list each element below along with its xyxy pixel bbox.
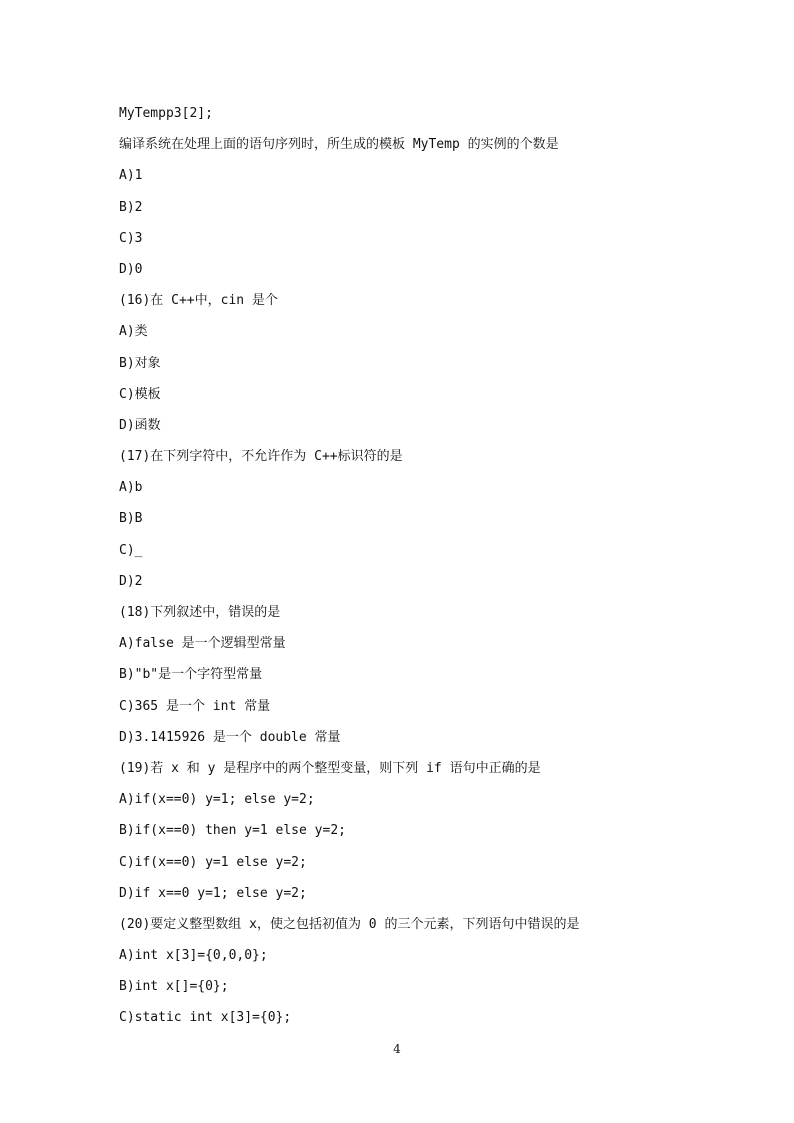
option-line: B)2 bbox=[119, 199, 143, 215]
option-line: A)类 bbox=[119, 324, 148, 340]
option-line: D)if x==0 y=1; else y=2; bbox=[119, 885, 307, 901]
question-line: (17)在下列字符中，不允许作为 C++标识符的是 bbox=[119, 449, 403, 465]
option-line: B)B bbox=[119, 511, 143, 527]
option-line: C)static int x[3]={0}; bbox=[119, 1010, 292, 1026]
option-line: C)_ bbox=[119, 542, 143, 558]
option-line: B)"b"是一个字符型常量 bbox=[119, 667, 263, 683]
text-line: 编译系统在处理上面的语句序列时，所生成的模板 MyTemp 的实例的个数是 bbox=[119, 137, 559, 153]
text-line: MyTempp3[2]; bbox=[119, 106, 213, 121]
question-line: (18)下列叙述中，错误的是 bbox=[119, 605, 281, 620]
option-line: D)3.1415926 是一个 double 常量 bbox=[119, 729, 341, 745]
option-line: B)if(x==0) then y=1 else y=2; bbox=[119, 823, 346, 839]
question-line: (16)在 C++中，cin 是个 bbox=[119, 293, 278, 309]
option-line: D)2 bbox=[119, 573, 143, 589]
option-line: C)365 是一个 int 常量 bbox=[119, 698, 271, 714]
option-line: B)int x[]={0}; bbox=[119, 979, 229, 995]
option-line: D)0 bbox=[119, 261, 143, 277]
question-line: (19)若 x 和 y 是程序中的两个整型变量，则下列 if 语句中正确的是 bbox=[119, 760, 541, 776]
option-line: B)对象 bbox=[119, 355, 161, 371]
option-line: A)b bbox=[119, 480, 143, 496]
option-line: C)if(x==0) y=1 else y=2; bbox=[119, 854, 307, 870]
question-line: (20)要定义整型数组 x，使之包括初值为 0 的三个元素，下列语句中错误的是 bbox=[119, 916, 580, 932]
question-text bbox=[119, 104, 719, 1040]
option-line: C)模板 bbox=[119, 386, 161, 402]
option-line: A)int x[3]={0,0,0}; bbox=[119, 948, 268, 964]
option-line: D)函数 bbox=[119, 417, 161, 433]
option-line: A)if(x==0) y=1; else y=2; bbox=[119, 792, 315, 808]
option-line: C)3 bbox=[119, 230, 143, 246]
page-number: 4 bbox=[393, 1042, 401, 1056]
option-line: A)false 是一个逻辑型常量 bbox=[119, 636, 286, 652]
option-line: A)1 bbox=[119, 168, 143, 184]
